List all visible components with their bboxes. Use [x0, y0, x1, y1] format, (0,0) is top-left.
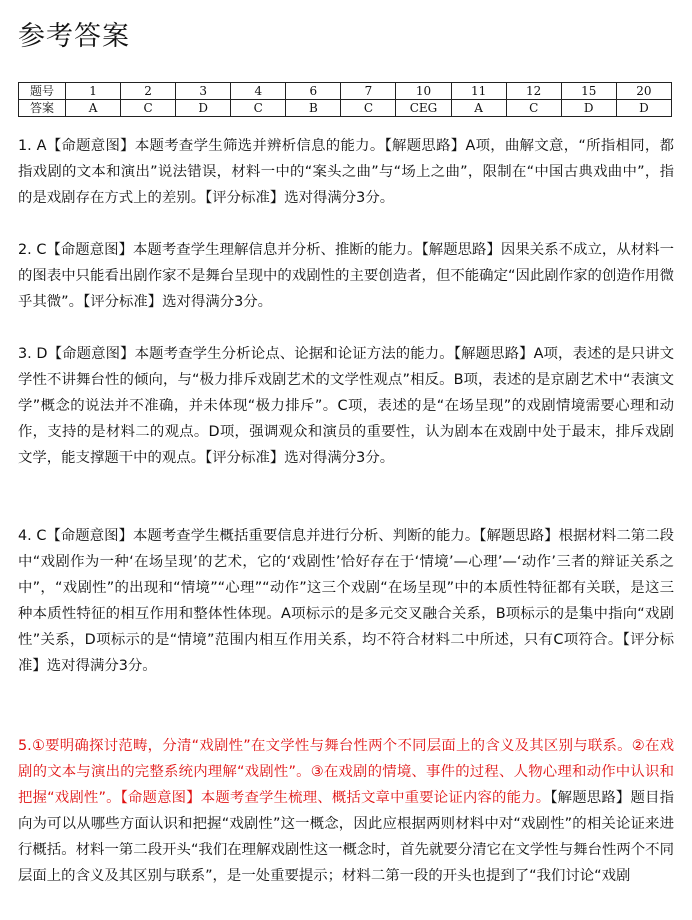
answer-cell: B: [286, 100, 341, 117]
answer-cell: D: [616, 100, 671, 117]
explanation-q1: 1. A【命题意图】本题考查学生筛选并辨析信息的能力。【解题思路】A项，曲解文意，“所指相同，都指戏剧的文本和演出”说法错误，材料一中的“案头之曲”与“场上之曲”，限制在“中国古典戏曲中”，指的是戏剧存在方式上的差别。【评分标准】选对得满分3分。: [18, 138, 674, 206]
answer-cell: D: [176, 100, 231, 117]
question-number: 1: [66, 83, 121, 100]
answer-cell: D: [561, 100, 616, 117]
question-number: 15: [561, 83, 616, 100]
explanation-q3: 3. D【命题意图】本题考查学生分析论点、论据和论证方法的能力。【解题思路】A项，表述的是只讲文学性不讲舞台性的倾向，与“极力排斥戏剧艺术的文学性观点”相反。B项，表述的是京剧艺术中“表演文学”概念的说法并不准确，并未体现“极力排斥”。C项，表述的是“在场呈现”的戏剧情境需要心理和动作，支持的是材料二的观点。D项，强调观众和演员的重要性，认为剧本在戏剧中处于最末，排斥戏剧文学，能支撑题干中的观点。【评分标准】选对得满分3分。: [18, 346, 674, 466]
question-number: 6: [286, 83, 341, 100]
question-number: 4: [231, 83, 286, 100]
q5-answer-key: 5.①要明确探讨范畴，分清“戏剧性”在文学性与舞台性两个不同层面上的含义及其区别与联系。②在戏剧的文本与演出的完整系统内理解“戏剧性”。③在戏剧的情境、事件的过程、人物心理和动作中认识和把握“戏剧性”。【命题意图】本题考查学生梳理、概括文章中重要论证内容的能力。: [18, 738, 674, 806]
answer-cell: C: [231, 100, 286, 117]
question-number: 11: [451, 83, 506, 100]
page-title: 参考答案: [18, 21, 130, 52]
question-number-row: [19, 83, 672, 100]
question-number: 2: [121, 83, 176, 100]
question-number: 12: [506, 83, 561, 100]
explanation-q5: [18, 733, 674, 889]
answer-cell: C: [506, 100, 561, 117]
answer-cell: CEG: [396, 100, 451, 117]
row-label-question: 题号: [19, 83, 66, 100]
answer-cell: A: [66, 100, 121, 117]
row-label-answer: 答案: [19, 100, 66, 117]
q5-solution-notes: 【解题思路】题目指向为可以从哪些方面认识和把握“戏剧性”这一概念，因此应根据两则材料中对“戏剧性”的相关论证来进行概括。材料一第二段开头“我们在理解戏剧性这一概念时，首先就要分清它在文学性与舞台性两个不同层面上的含义及其区别与联系”，是一处重要提示；材料二第一段的开头也提到了“我们讨论“戏剧: [18, 790, 674, 884]
question-number: 3: [176, 83, 231, 100]
answer-row: [19, 100, 672, 117]
answer-cell: C: [121, 100, 176, 117]
answer-cell: A: [451, 100, 506, 117]
question-number: 20: [616, 83, 671, 100]
answer-cell: C: [341, 100, 396, 117]
explanation-q2: 2. C【命题意图】本题考查学生理解信息并分析、推断的能力。【解题思路】因果关系不成立，从材料一的图表中只能看出剧作家不是舞台呈现中的戏剧性的主要创造者，但不能确定“因此剧作家的创造作用微乎其微”。【评分标准】选对得满分3分。: [18, 242, 674, 310]
question-number: 7: [341, 83, 396, 100]
explanation-q4: 4. C【命题意图】本题考查学生概括重要信息并进行分析、判断的能力。【解题思路】根据材料二第二段中“戏剧作为一种‘在场呈现’的艺术，它的‘戏剧性’恰好存在于‘情境’—心理’—‘动作’三者的辩证关系之中”，“戏剧性”的出现和“情境”“心理”“动作”这三个戏剧“在场呈现”中的本质性特征都有关联，是这三种本质性特征的相互作用和整体性体现。A项标示的是多元交叉融合关系，B项标示的是集中指向“戏剧性”关系，D项标示的是“情境”范围内相互作用关系，均不符合材料二中所述，只有C项符合。【评分标准】选对得满分3分。: [18, 528, 674, 674]
question-number: 10: [396, 83, 451, 100]
answer-table: [18, 82, 672, 117]
